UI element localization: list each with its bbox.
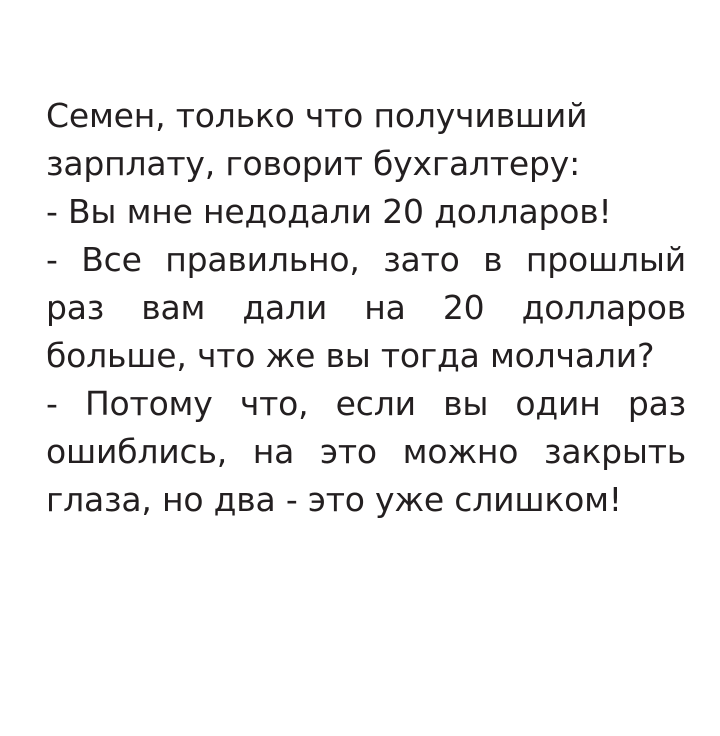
paragraph-line-2: - Все правильно, зато в прошлый раз вам дали на 20 долларов больше, что же вы тогда молчали? — [46, 240, 686, 375]
joke-text-block — [46, 92, 686, 524]
paragraph-intro: Семен, только что получивший зарплату, говорит бухгалтеру: — [46, 96, 588, 183]
paragraph-line-3: - Потому что, если вы один раз ошиблись, на это можно закрыть глаза, но два - это уже слишком! — [46, 384, 686, 519]
paragraph-line-1: - Вы мне недодали 20 долларов! — [46, 192, 612, 231]
